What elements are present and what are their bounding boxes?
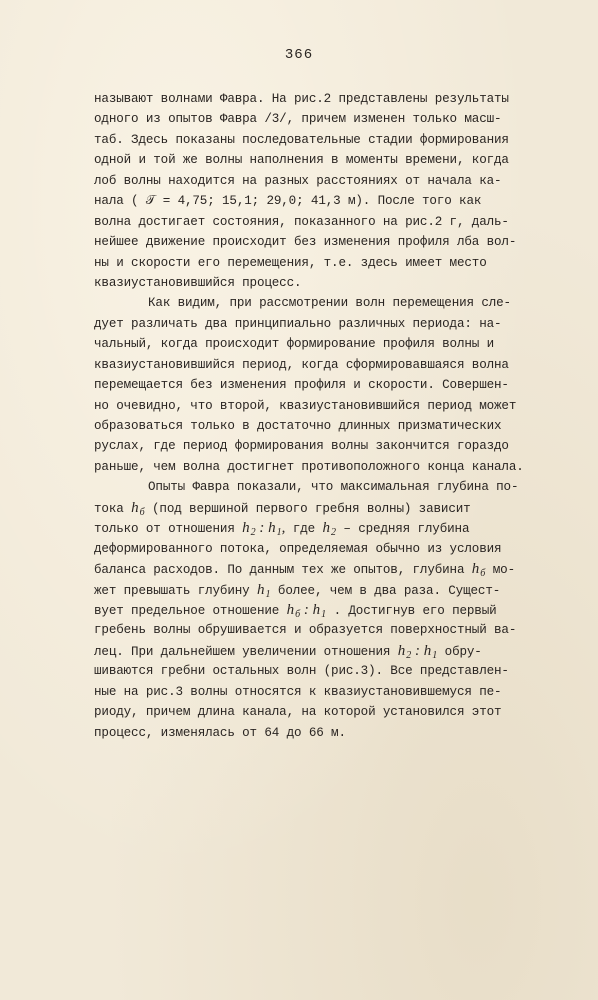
text-line: нала ( 𝒯 = 4,75; 15,1; 29,0; 41,3 м). После того как [94, 194, 482, 209]
text-line: деформированного потока, определяемая обычно из условия [94, 541, 502, 556]
text-fragment: только от отношения [94, 522, 235, 537]
formula-h-b: $h_б$ [471, 561, 486, 580]
text-fragment: . Достигнув его первый [333, 603, 497, 618]
text-line: чальный, когда происходит формирование профиля волны и [94, 337, 495, 352]
text-line: но очевидно, что второй, квазиустановившийся период может [94, 398, 517, 413]
text-line [94, 580, 564, 600]
text-fragment: где [292, 522, 316, 537]
text-fragment: лец. При дальнейшем увеличении отношения [94, 644, 391, 659]
text-line: квазиустановившийся процесс. [94, 275, 302, 290]
text-line: образоваться только в достаточно длинных призматических [94, 419, 502, 433]
text-line: нейшее движение происходит без изменения профиля лба вол- [94, 235, 517, 250]
text-line: процесс, изменялась от 64 до 66 м. [94, 725, 346, 740]
formula-h-2: $h_2$ [322, 520, 336, 539]
text-line: ные на рис.3 волны относятся к квазиустановившемуся пе- [94, 684, 502, 699]
text-line [94, 498, 564, 518]
text-line [94, 518, 564, 538]
text-line: таб. Здесь показаны последовательные стадии формирования [94, 132, 509, 147]
text-fragment: вует предельное отношение [94, 603, 280, 618]
formula-hb-over-h1: $h_б$ : $h_1$ [286, 601, 327, 620]
text-fragment: мо- [492, 563, 515, 578]
page-number: 366 [284, 47, 314, 63]
text-line: Как видим, при рассмотрении волн перемещения сле- [148, 296, 511, 311]
text-line: называют волнами Фавра. На рис.2 представлены результаты [94, 92, 509, 106]
text-line: руслах, где период формирования волны закончится гораздо [94, 439, 509, 454]
text-line: гребень волны обрушивается и образуется поверхностный ва- [94, 623, 517, 638]
text-fragment: более, чем в два раза. Сущест- [277, 583, 501, 598]
text-fragment: жет превышать глубину [94, 583, 250, 598]
text-line: волна достигает состояния, показанного на рис.2 г, даль- [94, 214, 509, 229]
text-line: раньше, чем волна достигнет противоположного конца канала. [94, 459, 524, 474]
text-fragment: – средняя глубина [343, 522, 470, 537]
text-line: риоду, причем длина канала, на которой установился этот [94, 705, 502, 720]
text-line [94, 600, 564, 620]
text-line: дует различать два принципиально различных периода: на- [94, 316, 502, 331]
text-fragment: тока [94, 501, 124, 516]
formula-h2-over-h1: $h_2$ : $h_1$, [242, 520, 286, 539]
text-line: одной и той же волны наполнения в моменты времени, когда [94, 153, 509, 168]
text-line [94, 641, 564, 661]
text-line [94, 559, 564, 579]
text-line: квазиустановившийся период, когда сформировавшаяся волна [94, 357, 509, 372]
text-fragment: обру- [444, 644, 482, 659]
body-text [94, 89, 564, 743]
text-line: шиваются гребни остальных волн (рис.3). Все представлен- [94, 664, 509, 679]
text-line: перемещается без изменения профиля и скорости. Совершен- [94, 378, 509, 393]
formula-h2-over-h1: $h_2$ : $h_1$ [397, 642, 438, 661]
text-line: одного из опытов Фавра /3/, причем изменен только масш- [94, 112, 502, 127]
text-line: Опыты Фавра показали, что максимальная глубина по- [148, 480, 519, 495]
text-fragment: (под вершиной первого гребня волны) зависит [152, 501, 471, 516]
formula-h-1: $h_1$ [256, 581, 271, 600]
text-fragment: баланса расходов. По данным тех же опытов, глубина [94, 563, 465, 578]
text-line: ны и скорости его перемещения, т.е. здесь имеет место [94, 255, 487, 270]
text-line: лоб волны находится на разных расстояниях от начала ка- [94, 173, 502, 188]
formula-h-b: $h_б$ [131, 499, 145, 518]
